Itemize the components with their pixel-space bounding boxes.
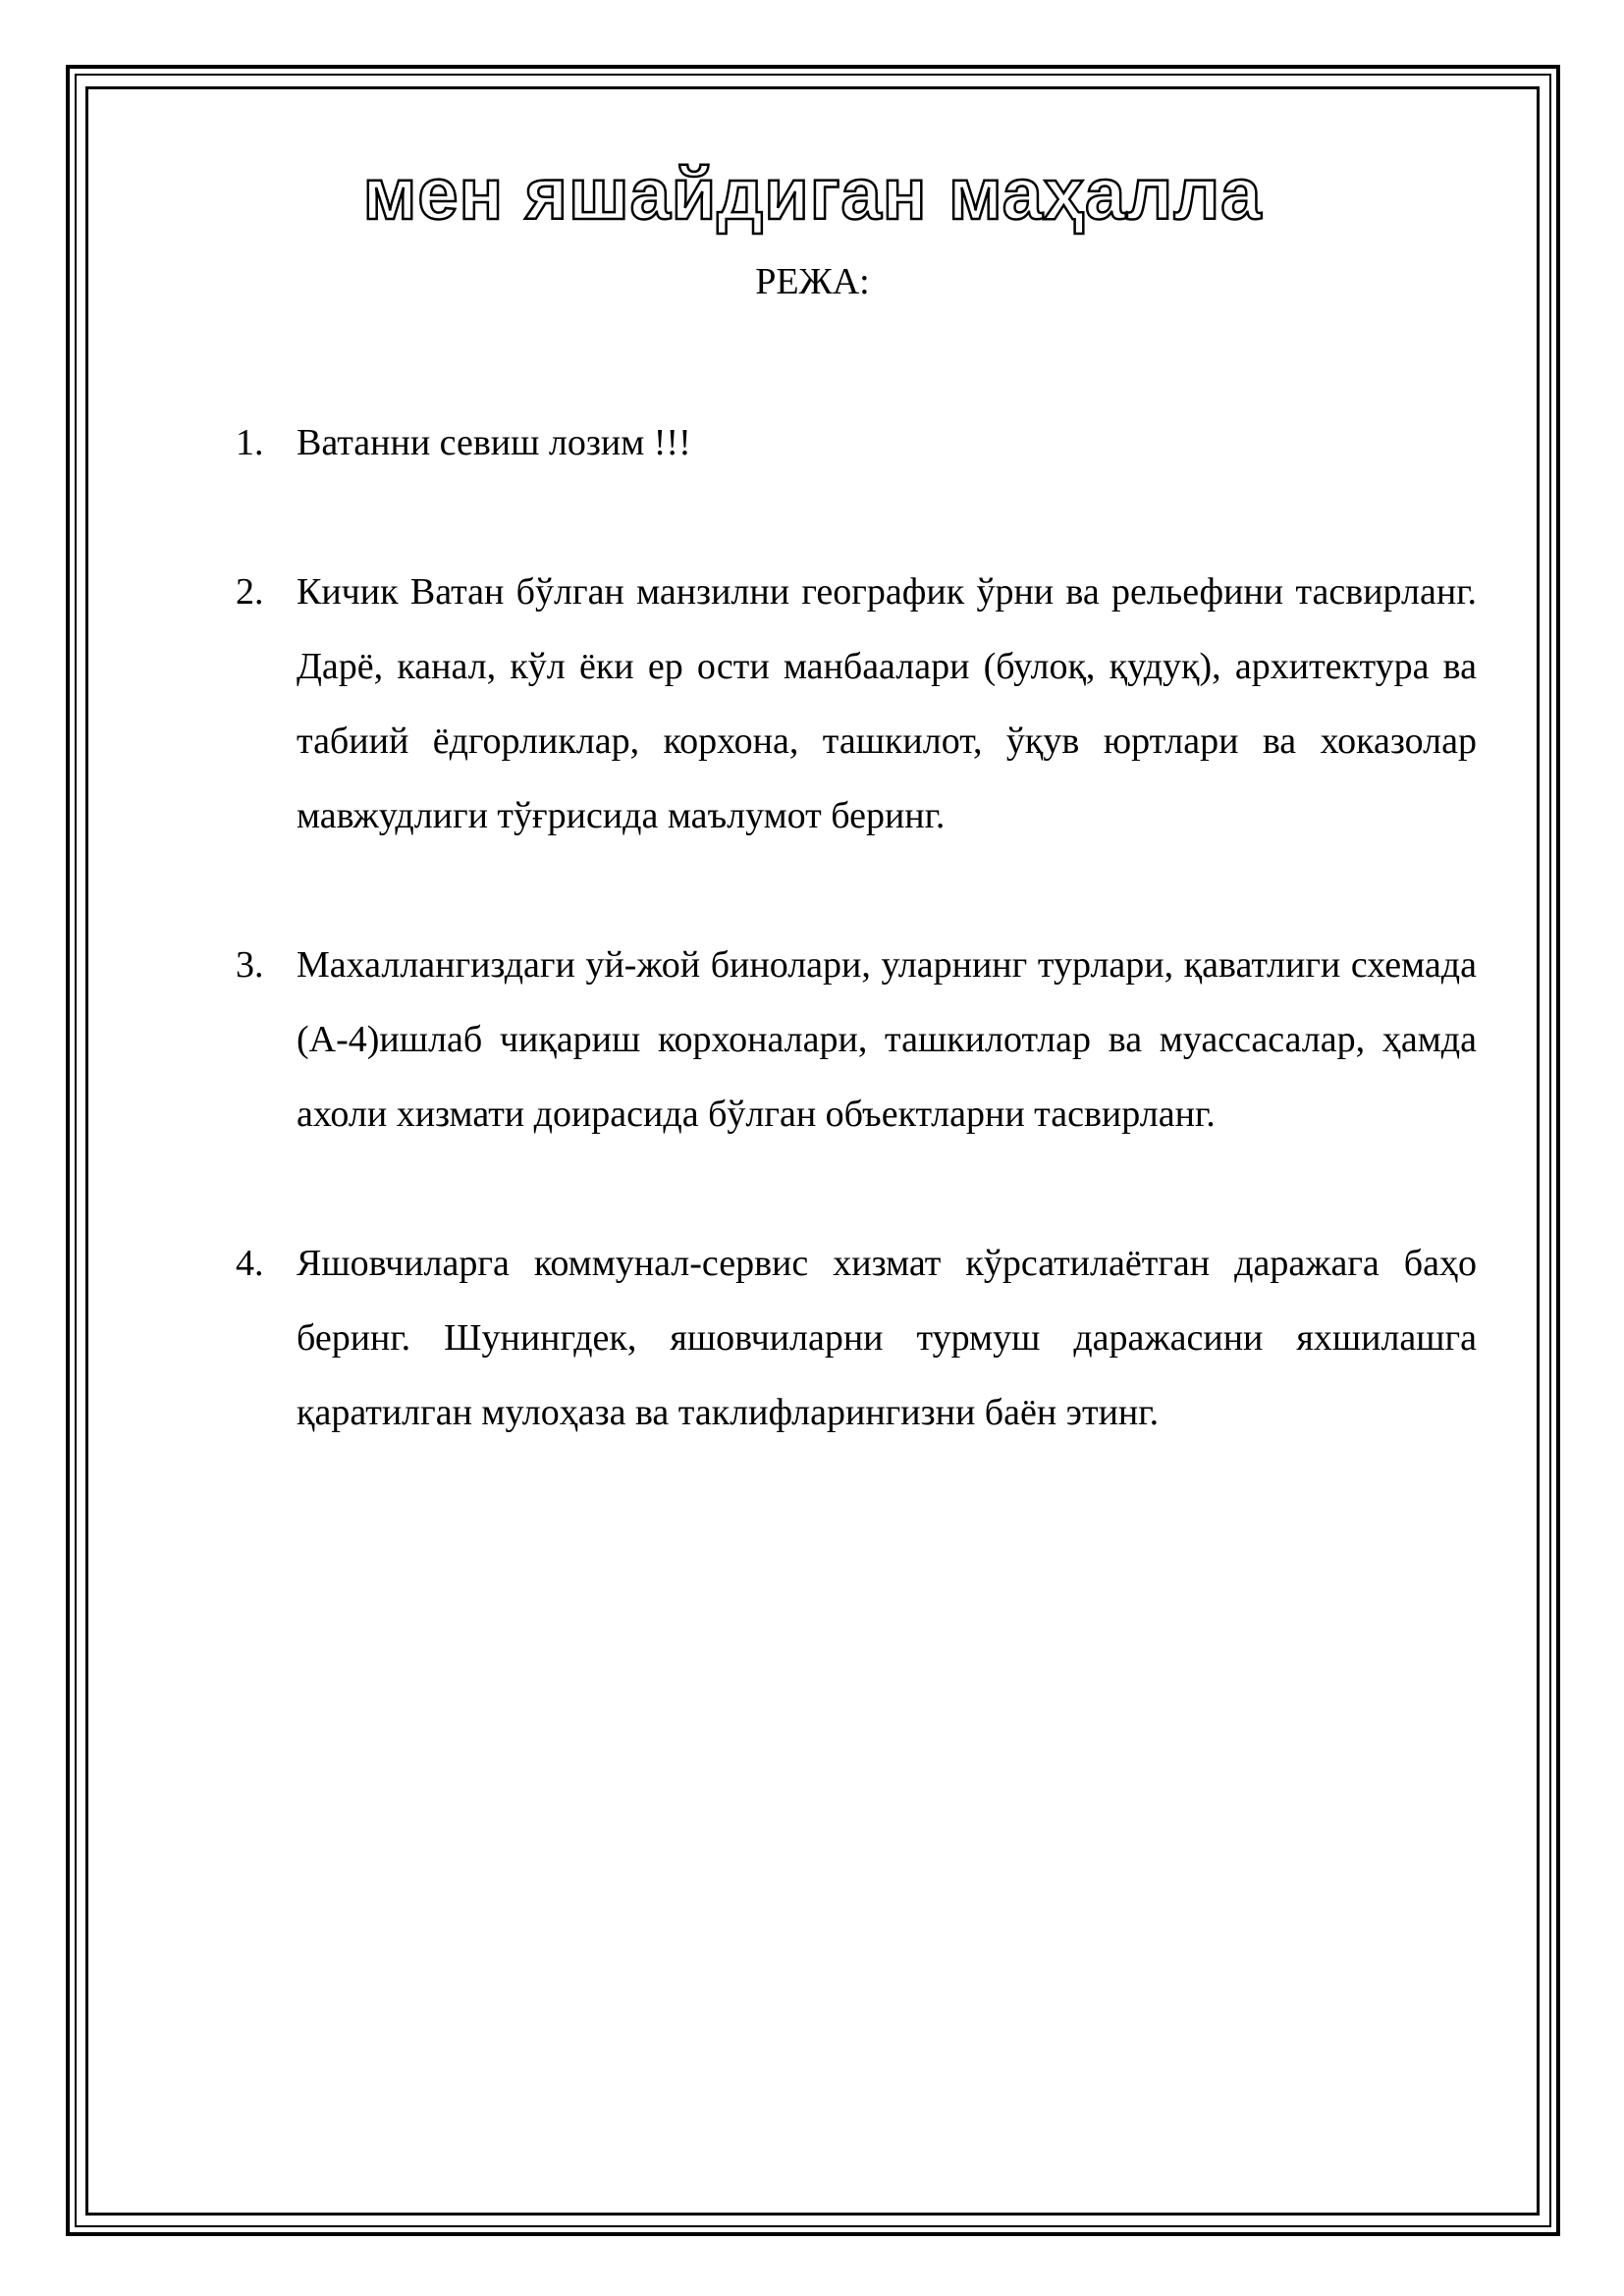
plan-item-number: 2. bbox=[236, 571, 264, 613]
plan-list bbox=[236, 405, 1477, 1524]
plan-item-number: 4. bbox=[236, 1243, 264, 1284]
plan-item-text: Яшовчиларга коммунал-сервис хизмат кўрсатилаётган даражага баҳо беринг. Шунингдек, яшовчиларни турмуш даражасини яхшилашга қаратилган мулоҳаза ва таклифларингизни баён этинг. bbox=[297, 1243, 1477, 1433]
plan-item-4 bbox=[236, 1226, 1477, 1450]
plan-item-text: Ватанни севиш лозим !!! bbox=[297, 422, 691, 463]
plan-item-text: Кичик Ватан бўлган манзилни географик ўрни ва рельефини тасвирланг. Дарё, канал, кўл ёки ер ости манбаалари (булоқ, қудуқ), архитектура ва табиий ёдгорликлар, корхона, ташкилот, ўқув юртлари ва хоказолар мавжудлиги тўғрисида маълумот беринг. bbox=[297, 571, 1477, 836]
plan-item-3 bbox=[236, 928, 1477, 1151]
plan-item-2 bbox=[236, 555, 1477, 853]
plan-heading: РЕЖА: bbox=[755, 261, 870, 302]
plan-item-number: 1. bbox=[236, 422, 264, 463]
document-title: мен яшайдиган маҳалла bbox=[362, 153, 1263, 235]
plan-item-number: 3. bbox=[236, 944, 264, 986]
plan-item-1 bbox=[236, 405, 1477, 480]
plan-item-text: Махаллангиздаги уй-жой бинолари, уларнинг турлари, қаватлиги схемада (А-4)ишлаб чиқариш корхоналари, ташкилотлар ва муассасалар, ҳамда ахоли хизмати доирасида бўлган объектларни тасвирланг. bbox=[297, 944, 1477, 1135]
